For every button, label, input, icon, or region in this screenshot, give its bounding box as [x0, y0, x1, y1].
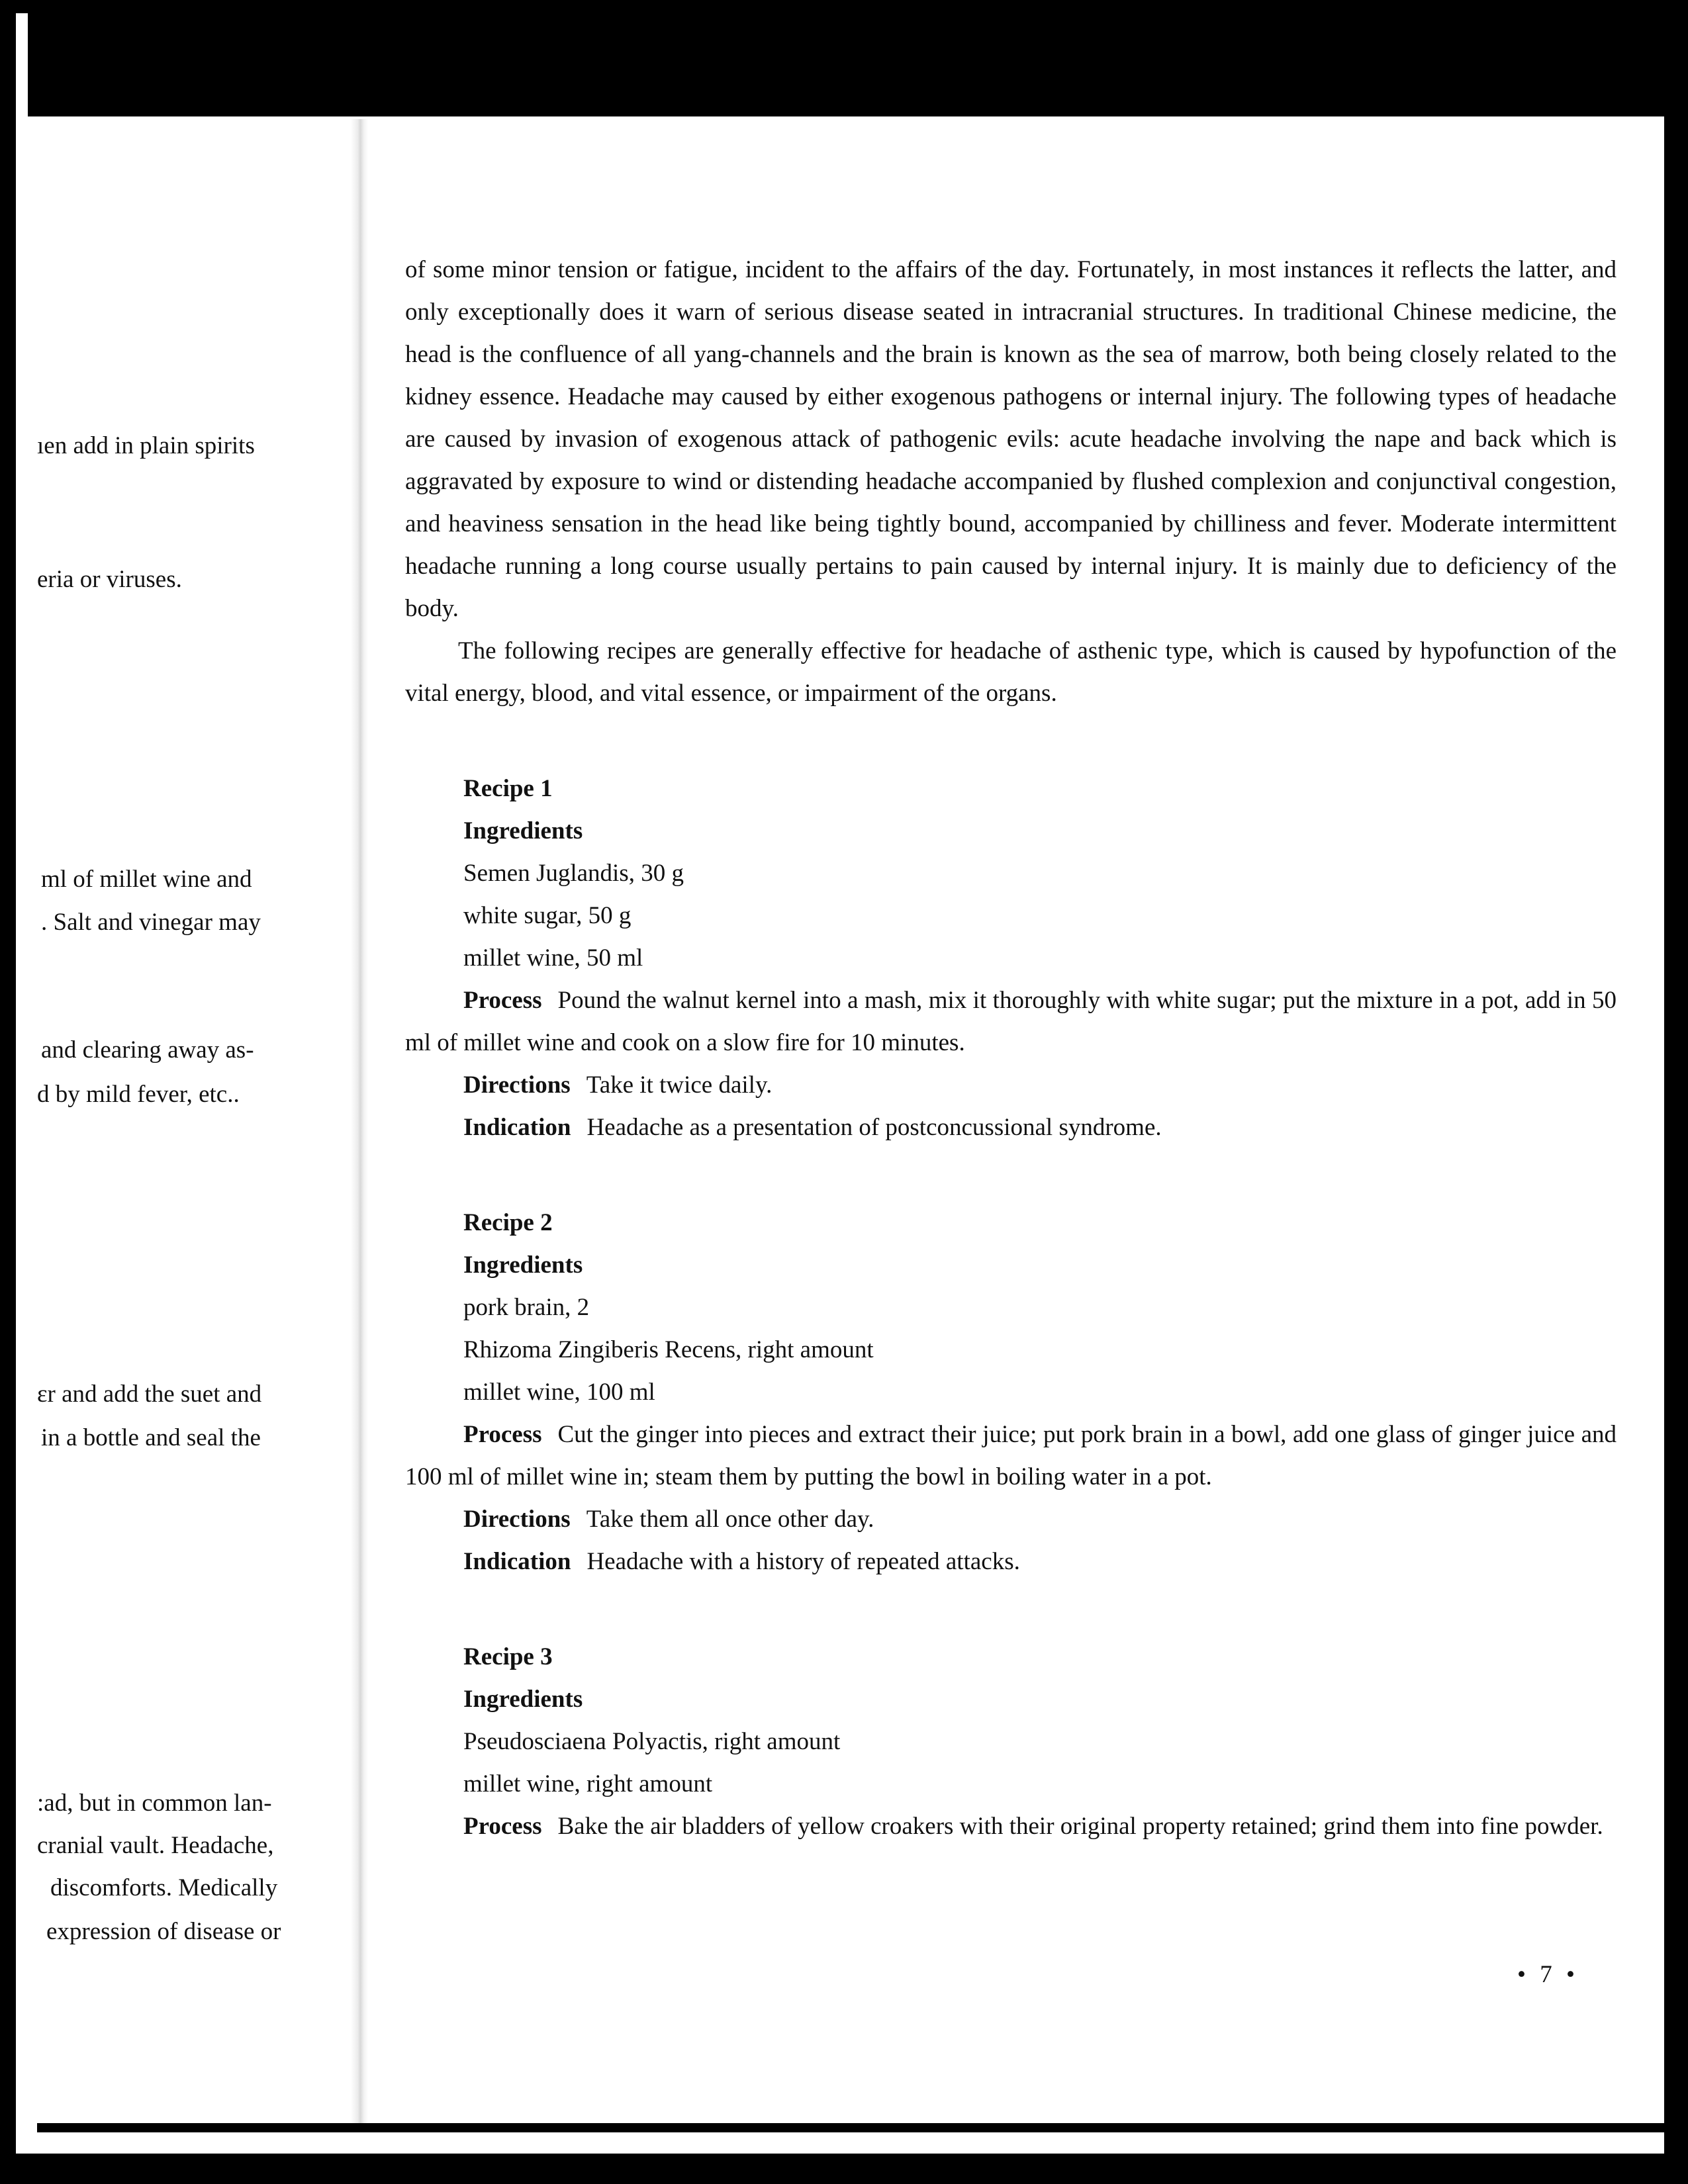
ingredients-heading: Ingredients	[463, 817, 583, 844]
facing-page-line: discomforts. Medically	[50, 1874, 278, 1901]
main-text-column	[405, 249, 1617, 1848]
scan-border-bottom	[0, 2154, 1688, 2184]
facing-page-line: and clearing away as-	[41, 1036, 254, 1064]
ingredients-heading: Ingredients	[463, 1251, 583, 1279]
recipe-heading: Recipe 1	[463, 775, 553, 802]
ingredient-item: millet wine, 50 ml	[463, 944, 643, 972]
indication-text: Indication Headache with a history of repeated attacks.	[463, 1548, 1020, 1575]
ingredient-item: Semen Juglandis, 30 g	[463, 860, 684, 887]
ingredient-item: Rhizoma Zingiberis Recens, right amount	[463, 1336, 874, 1363]
scan-border-top	[0, 0, 1688, 13]
indication-text: Indication Headache as a presentation of postconcussional syndrome.	[463, 1114, 1162, 1141]
facing-page-line: ml of millet wine and	[41, 866, 252, 893]
intro-paragraph-2: The following recipes are generally effective for headache of asthenic type, which is caused by hypofunction of the vital energy, blood, and vital essence, or impairment of the organs.	[405, 637, 1617, 707]
ingredient-item: white sugar, 50 g	[463, 902, 632, 929]
facing-page-line: expression of disease or	[46, 1918, 281, 1945]
facing-page-line: cranial vault. Headache,	[37, 1832, 274, 1859]
facing-page-line: ɛr and add the suet and	[37, 1381, 262, 1408]
process-text: Process Pound the walnut kernel into a mash, mix it thoroughly with white sugar; put the mixture in a pot, add in 50 ml of millet wine and cook on a slow fire for 10 minutes.	[405, 987, 1617, 1056]
book-gutter-shadow	[351, 119, 368, 2124]
footer-rule	[37, 2123, 1676, 2132]
recipe-2	[405, 1202, 1617, 1583]
ingredient-item: millet wine, right amount	[463, 1770, 713, 1797]
process-text: Process Bake the air bladders of yellow croakers with their original property retained; grind them into fine powder.	[463, 1813, 1603, 1840]
facing-page-line: :ad, but in common lan-	[37, 1790, 272, 1817]
ingredient-item: millet wine, 100 ml	[463, 1379, 655, 1406]
recipe-heading: Recipe 2	[463, 1209, 553, 1236]
directions-text: Directions Take it twice daily.	[463, 1071, 773, 1099]
facing-page-line: eria or viruses.	[37, 566, 182, 593]
recipe-heading: Recipe 3	[463, 1643, 553, 1670]
facing-page-line: . Salt and vinegar may	[41, 909, 261, 936]
facing-page-line: ıen add in plain spirits	[37, 432, 255, 459]
intro-paragraph: of some minor tension or fatigue, incident to the affairs of the day. Fortunately, in most instances it reflects the latter, and only exceptionally does it warn of serious disease seated in intracranial structures. In traditional Chinese medicine, the head is the confluence of all yang-channels and the brain is known as the sea of marrow, both being closely related to the kidney essence. Headache may caused by either exogenous pathogens or internal injury. The following types of headache are caused by invasion of exogenous attack of pathogenic evils: acute headache involving the nape and back which is aggravated by exposure to wind or distending headache accompanied by flushed complexion and conjunctival congestion, and heaviness sensation in the head like being tightly bound, accompanied by chilliness and fever. Moderate intermittent headache running a long course usually pertains to pain caused by internal injury. It is mainly due to deficiency of the body.	[405, 256, 1617, 622]
directions-text: Directions Take them all once other day.	[463, 1506, 874, 1533]
ingredients-heading: Ingredients	[463, 1686, 583, 1713]
scan-border-right	[1664, 0, 1688, 2184]
ingredient-item: pork brain, 2	[463, 1294, 590, 1321]
recipe-1	[405, 768, 1617, 1149]
page-number: • 7 •	[1517, 1961, 1579, 1988]
facing-page-line: d by mild fever, etc..	[37, 1081, 240, 1108]
recipe-3	[405, 1636, 1617, 1848]
process-text: Process Cut the ginger into pieces and extract their juice; put pork brain in a bowl, add one glass of ginger juice and 100 ml of millet wine in; steam them by putting the bowl in boiling water in a pot.	[405, 1421, 1617, 1490]
header-black-bar	[28, 13, 1665, 116]
ingredient-item: Pseudosciaena Polyactis, right amount	[463, 1728, 841, 1755]
scan-border-left	[0, 0, 16, 2184]
facing-page-line: in a bottle and seal the	[41, 1424, 261, 1451]
